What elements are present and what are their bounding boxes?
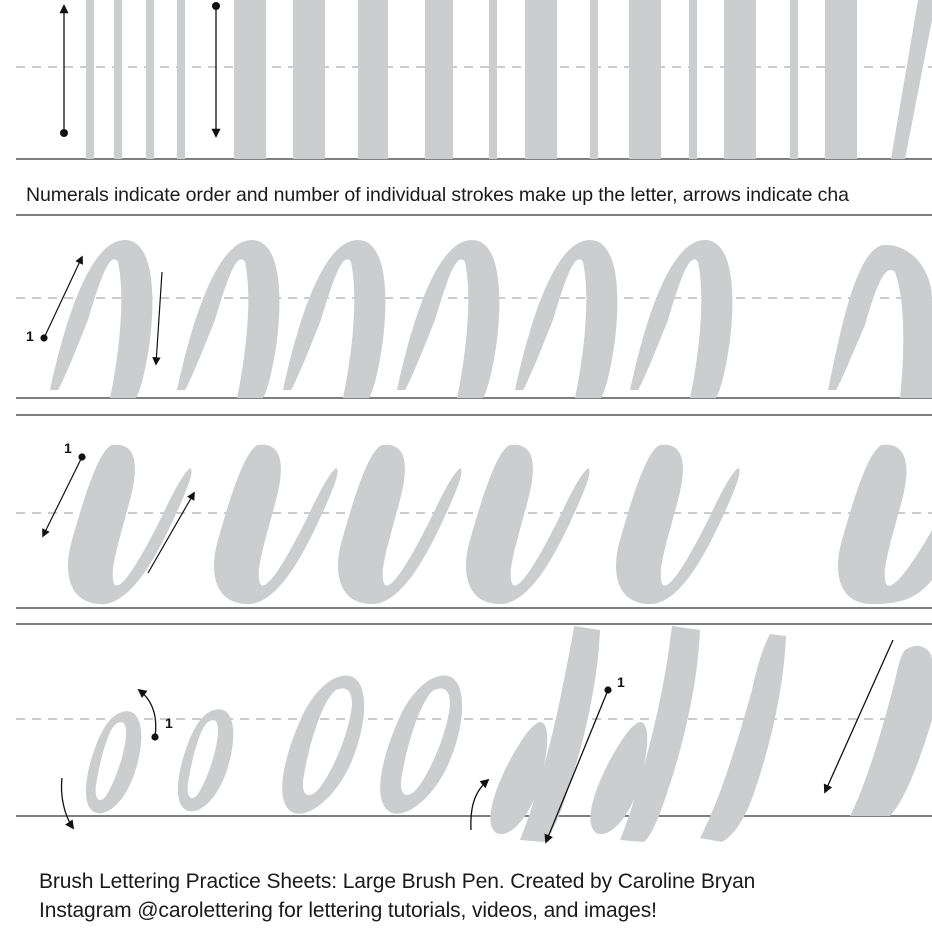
letter-n-6 <box>630 240 732 398</box>
curved-arrow-icon <box>61 778 73 828</box>
letter-u-2 <box>214 445 338 604</box>
letter-o-2 <box>178 709 233 811</box>
letter-n-3 <box>283 240 385 398</box>
footer-credit-line: Brush Lettering Practice Sheets: Large Brush Pen. Created by Caroline Bryan <box>39 870 756 893</box>
footer-instagram-line: Instagram @carolettering for lettering tutorials, videos, and images! <box>39 899 657 922</box>
letter-n-strokes <box>50 240 932 398</box>
letter-n-4 <box>397 240 499 398</box>
stroke-number: 1 <box>617 674 625 690</box>
stroke-number: 1 <box>26 328 34 344</box>
letter-d-4-stem <box>850 646 932 816</box>
letter-o-strokes <box>86 676 462 814</box>
letter-n-1 <box>50 240 152 398</box>
letter-n-2 <box>177 240 279 398</box>
letter-o-3 <box>282 676 364 814</box>
letter-d-strokes <box>490 626 932 842</box>
letter-d-3-stem <box>700 634 786 842</box>
letter-u-1 <box>68 445 192 604</box>
stroke-number: 1 <box>165 715 173 731</box>
curved-arrow-icon <box>471 780 488 830</box>
instruction-text: Numerals indicate order and number of individual strokes make up the letter, arrows indicate cha <box>26 184 849 206</box>
letter-u-4 <box>466 445 590 604</box>
letter-u-strokes <box>68 445 932 604</box>
letter-u-3 <box>338 445 462 604</box>
stroke-number: 1 <box>64 440 72 456</box>
letter-o-1 <box>86 711 141 813</box>
letter-o-4 <box>380 676 462 814</box>
letter-u-5 <box>616 445 740 604</box>
letter-n-practice-row <box>16 215 932 398</box>
thick-vertical-strokes <box>234 0 932 159</box>
upstroke-arrow-icon <box>60 6 68 137</box>
letter-o-d-practice-row <box>16 624 932 842</box>
letter-u-practice-row <box>16 415 932 608</box>
downstroke-practice-row <box>16 0 932 159</box>
letter-u-6 <box>838 445 932 604</box>
letter-n-5 <box>515 240 617 398</box>
downstroke-arrow-icon <box>212 2 220 136</box>
curved-arrow-icon <box>139 690 159 741</box>
letter-n-7 <box>828 245 932 398</box>
downstroke-arrow-icon <box>156 272 162 364</box>
thin-vertical-strokes <box>86 0 185 159</box>
